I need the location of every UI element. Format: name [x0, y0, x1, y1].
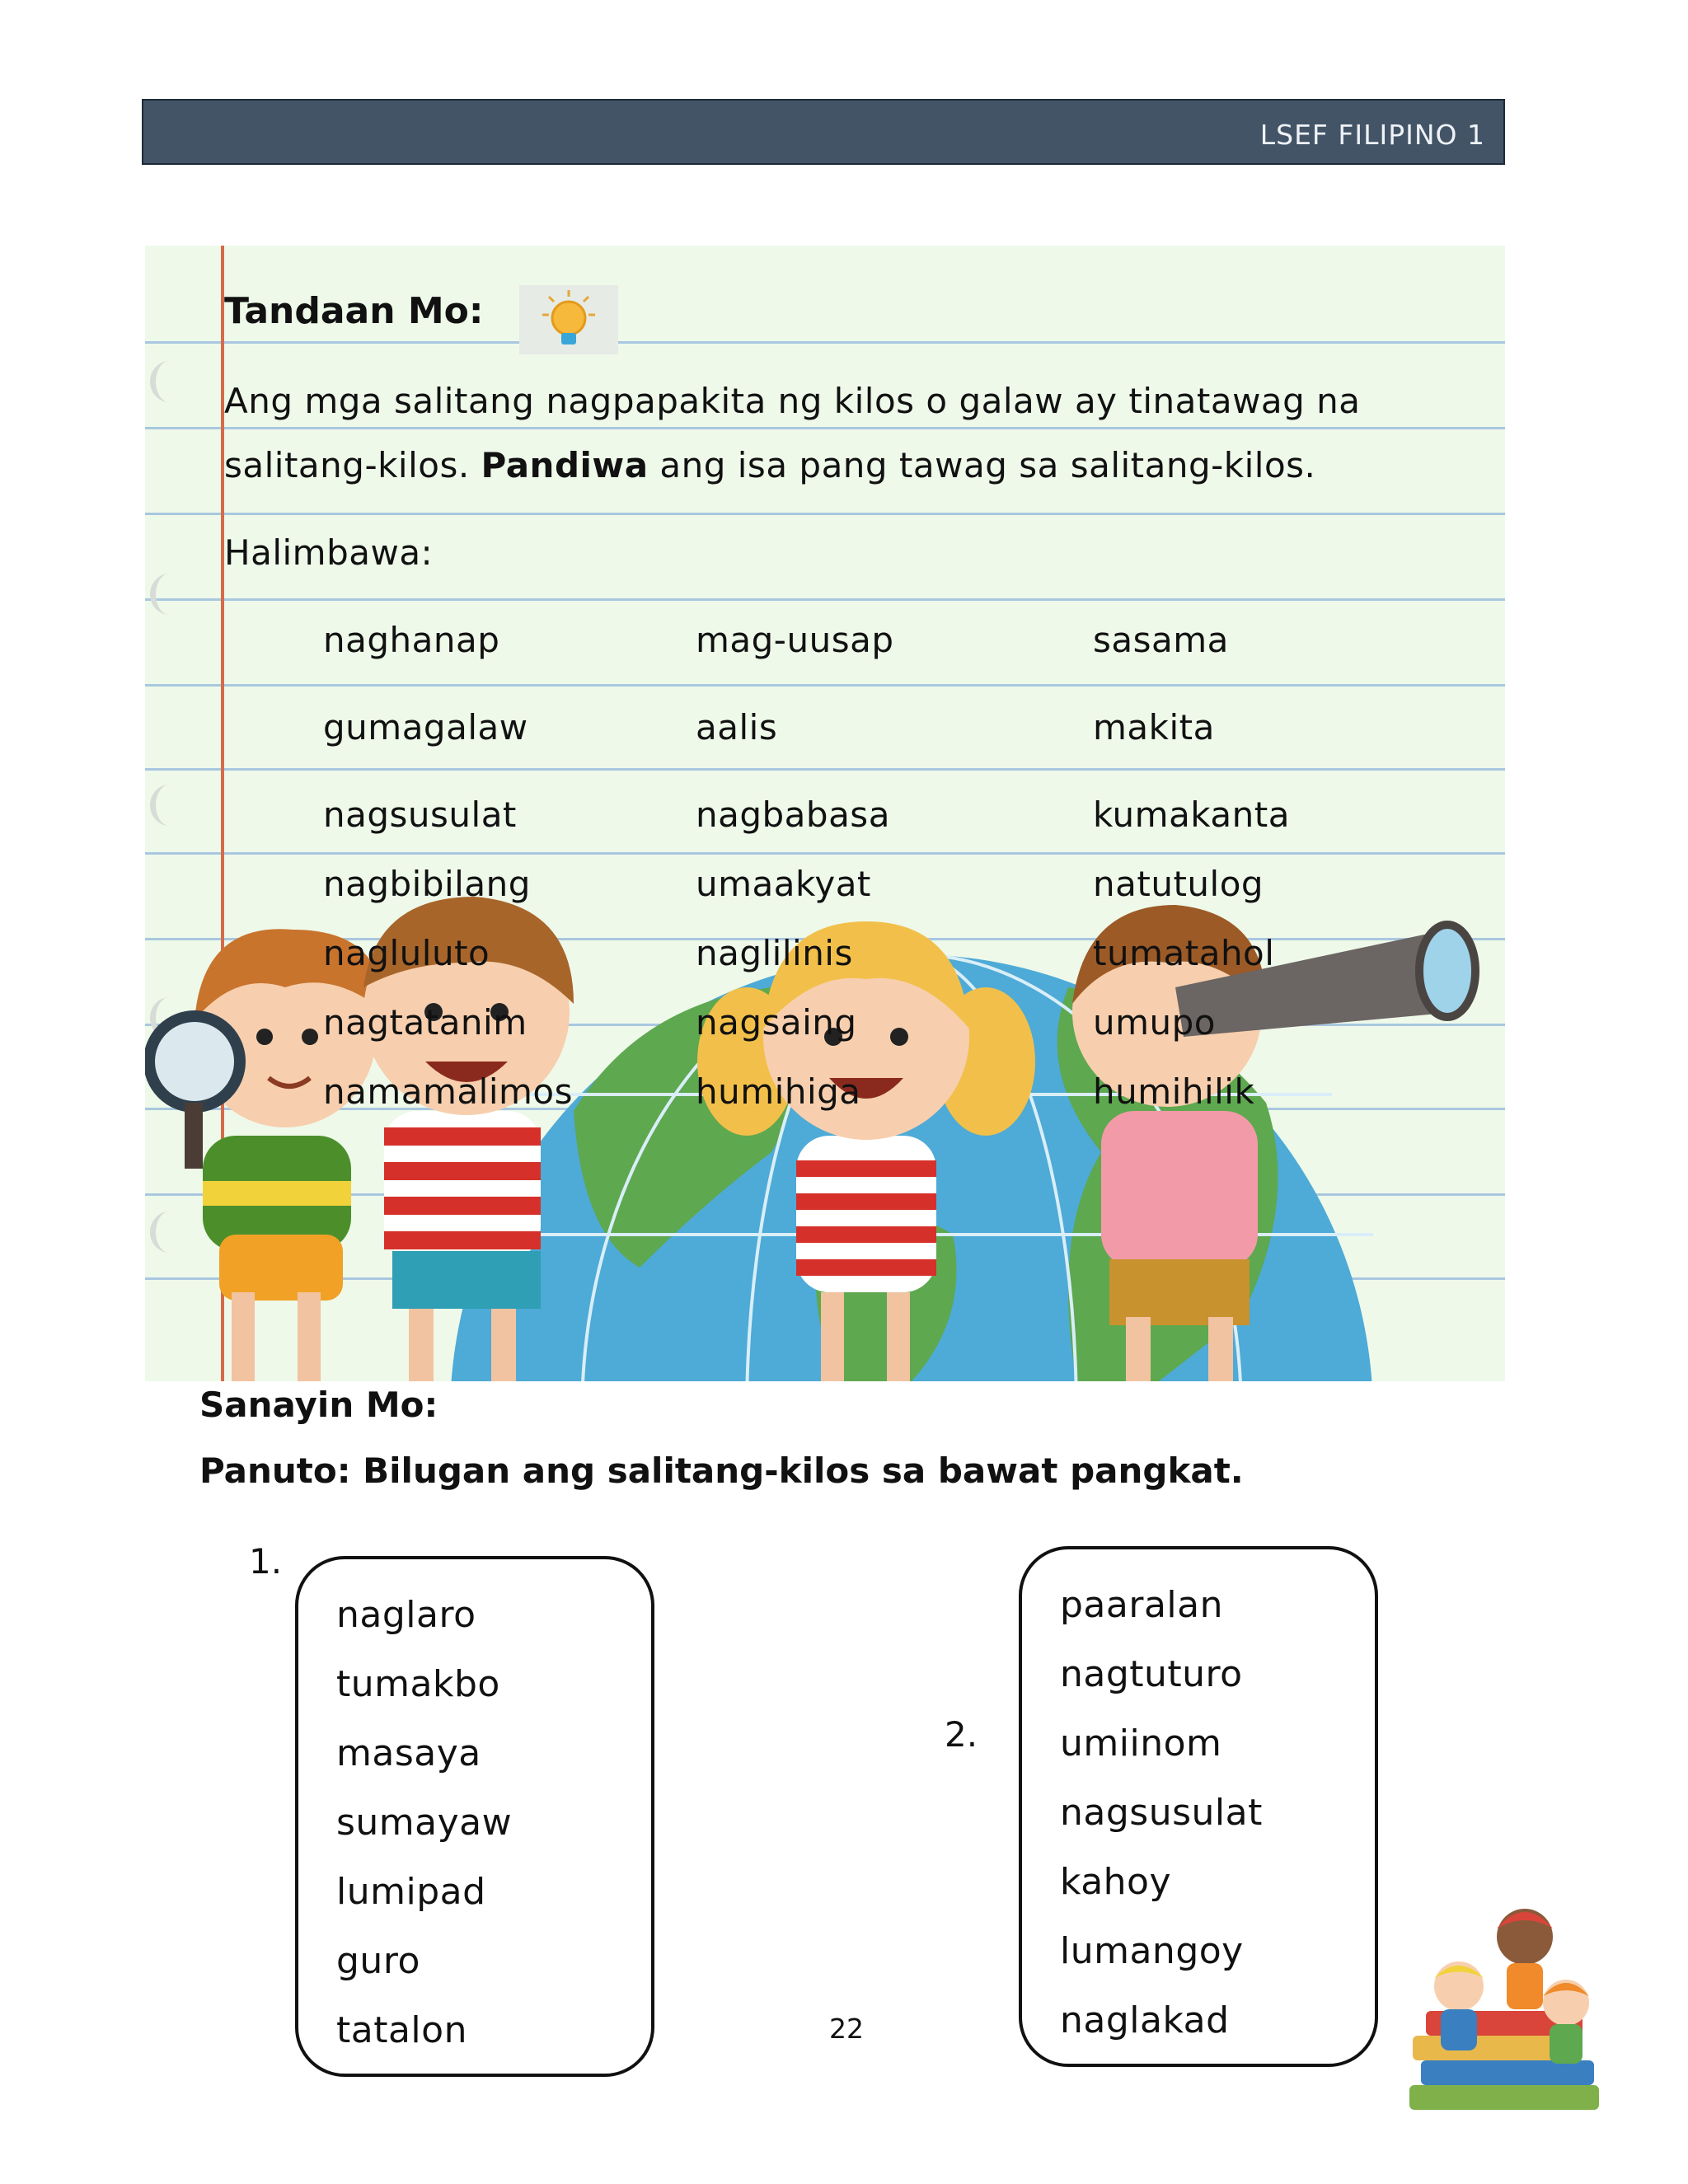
example-word: aalis: [696, 707, 778, 748]
page-number: 22: [829, 2013, 864, 2045]
example-word: humihiga: [696, 1071, 861, 1112]
circle-choice-word[interactable]: naglaro: [336, 1594, 476, 1636]
definition-text: ang isa pang tawag sa salitang-kilos.: [648, 445, 1316, 485]
boy-with-magnifier-icon: [149, 929, 384, 1381]
example-word: tumatahol: [1093, 933, 1275, 973]
example-word: makita: [1093, 707, 1215, 748]
header-bar: [142, 99, 1505, 165]
pandiwa-term: Pandiwa: [481, 445, 649, 485]
example-word: namamalimos: [323, 1071, 573, 1112]
circle-choice-word[interactable]: kahoy: [1060, 1861, 1172, 1903]
example-word: sasama: [1093, 620, 1229, 660]
example-word: nagtatanim: [323, 1002, 528, 1043]
example-word: umupo: [1093, 1002, 1217, 1043]
example-word: nagsaing: [696, 1002, 857, 1043]
circle-choice-word[interactable]: nagsusulat: [1060, 1792, 1263, 1834]
circle-choice-word[interactable]: tumakbo: [336, 1663, 500, 1705]
circle-choice-word[interactable]: tatalon: [336, 2009, 467, 2051]
definition-line-2: [224, 445, 1315, 485]
example-word: gumagalaw: [323, 707, 528, 748]
tandaan-title: Tandaan Mo:: [224, 290, 484, 332]
example-word: nagbibilang: [323, 864, 531, 904]
header-title: LSEF FILIPINO 1: [1259, 119, 1485, 151]
tandaan-notebook-panel: [145, 246, 1505, 1381]
lightbulb-icon: [519, 285, 618, 354]
example-word: nagsusulat: [323, 794, 517, 835]
example-word: nagluluto: [323, 933, 490, 973]
example-word: humihilik: [1093, 1071, 1255, 1112]
circle-choice-word[interactable]: lumipad: [336, 1871, 486, 1913]
definition-text: salitang-kilos.: [224, 445, 481, 485]
group-number: 1.: [249, 1541, 283, 1582]
word-group-box: [295, 1556, 654, 2077]
example-word: naghanap: [323, 620, 500, 660]
example-word: kumakanta: [1093, 794, 1290, 835]
circle-choice-word[interactable]: umiinom: [1060, 1722, 1222, 1765]
example-word: natutulog: [1093, 864, 1264, 904]
circle-choice-word[interactable]: sumayaw: [336, 1802, 513, 1844]
word-group-box: [1019, 1546, 1378, 2067]
circle-choice-word[interactable]: nagtuturo: [1060, 1653, 1243, 1695]
circle-choice-word[interactable]: paaralan: [1060, 1584, 1223, 1626]
example-word: mag-uusap: [696, 620, 894, 660]
circle-choice-word[interactable]: lumangoy: [1060, 1930, 1244, 1972]
example-word: naglilinis: [696, 933, 853, 973]
example-word: nagbabasa: [696, 794, 890, 835]
circle-choice-word[interactable]: naglakad: [1060, 1999, 1230, 2041]
halimbawa-label: Halimbawa:: [224, 532, 434, 573]
circle-choice-word[interactable]: masaya: [336, 1732, 481, 1774]
kids-on-books-icon: [1401, 1887, 1640, 2135]
circle-choice-word[interactable]: guro: [336, 1940, 420, 1982]
example-word: umaakyat: [696, 864, 871, 904]
sanayin-title: Sanayin Mo:: [199, 1385, 438, 1425]
group-number: 2.: [945, 1714, 978, 1755]
definition-line-1: Ang mga salitang nagpapakita ng kilos o galaw ay tinatawag na: [224, 381, 1361, 421]
panuto-text: Panuto: Bilugan ang salitang-kilos sa bawat pangkat.: [199, 1451, 1244, 1491]
